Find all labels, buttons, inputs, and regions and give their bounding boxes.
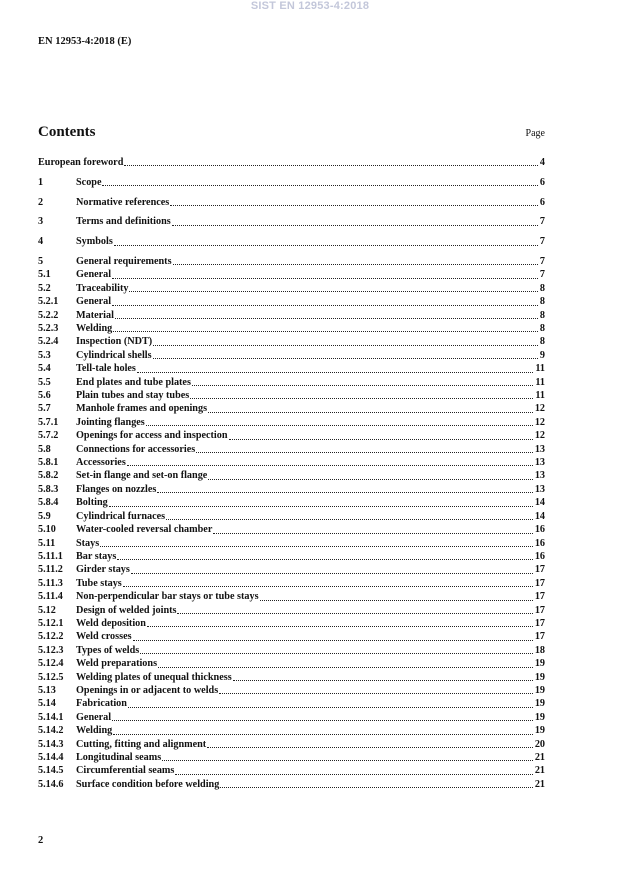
toc-entry-title: Circumferential seams [76,765,175,777]
toc-entry-page: 12 [534,416,545,428]
toc-entry-number: 5 [38,255,44,267]
toc-entry-page: 18 [534,644,545,656]
dot-leader [177,613,532,614]
toc-entry[interactable] [38,282,545,295]
dot-leader [173,264,538,265]
toc-entry[interactable] [38,496,545,509]
toc-entry-title: Cutting, fitting and alignment [76,738,207,750]
toc-entry-number: 5.11.4 [38,591,63,603]
toc-entry-page: 8 [539,282,545,294]
toc-entry-title: Symbols [76,236,113,248]
toc-entry[interactable] [38,215,545,228]
dot-leader [157,492,532,493]
dot-leader [112,720,533,721]
toc-entry-title: Bolting [76,497,108,509]
toc-entry[interactable] [38,738,545,751]
toc-entry-title: Welding plates of unequal thickness [76,671,232,683]
toc-entry[interactable] [38,671,545,684]
toc-entry-page: 17 [534,617,545,629]
toc-entry[interactable] [38,389,545,402]
toc-entry-number: 3 [38,216,44,228]
toc-entry-page: 13 [534,470,545,482]
toc-entry-page: 7 [539,255,545,267]
dot-leader [229,439,533,440]
toc-entry-page: 21 [534,778,545,790]
toc-entry-number: 5.7.2 [38,430,59,442]
toc-entry-number: 5.13 [38,684,56,696]
dot-leader [207,747,533,748]
toc-entry-number: 5.1 [38,269,51,281]
toc-entry-number: 5.6 [38,390,51,402]
toc-entry-title: Welding [76,323,113,335]
dot-leader [112,278,538,279]
toc-entry-page: 16 [534,524,545,536]
toc-entry-title: Inspection (NDT) [76,336,153,348]
toc-entry-page: 7 [539,269,545,281]
toc-entry[interactable] [38,255,545,268]
dot-leader [158,667,533,668]
toc-entry-title: Fabrication [76,698,127,710]
toc-entry-page: 11 [535,363,545,375]
toc-entry-page: 20 [534,738,545,750]
toc-entry[interactable] [38,235,545,248]
toc-entry-number: 5.4 [38,363,51,375]
toc-entry-page: 19 [534,711,545,723]
toc-entry[interactable] [38,483,545,496]
toc-entry[interactable] [38,764,545,777]
toc-entry-number: 5.14 [38,698,56,710]
toc-entry-number: 5.11.3 [38,577,63,589]
toc-entry-title: Scope [76,176,102,188]
toc-entry-number: 5.10 [38,524,56,536]
dot-leader [233,680,533,681]
toc-entry-title: Material [76,309,114,321]
dot-leader [100,546,533,547]
toc-entry-page: 17 [534,604,545,616]
toc-entry-title: Tube stays [76,577,122,589]
toc-entry-page: 16 [534,550,545,562]
toc-entry-page: 14 [534,510,545,522]
toc-entry[interactable] [38,322,545,335]
toc-entry-number: 5.14.6 [38,778,64,790]
dot-leader [208,412,533,413]
toc-entry[interactable] [38,402,545,415]
toc-entry-page: 19 [534,658,545,670]
toc-entry-title: Tell-tale holes [76,363,136,375]
toc-entry-number: 5.8.1 [38,457,59,469]
toc-entry[interactable] [38,196,545,209]
dot-leader [196,452,533,453]
dot-leader [147,626,533,627]
toc-entry-page: 12 [534,430,545,442]
dot-leader [117,559,533,560]
toc-entry-number: 5.7 [38,403,51,415]
toc-entry-title: Flanges on nozzles [76,483,157,495]
toc-entry-page: 13 [534,483,545,495]
toc-entry[interactable] [38,416,545,429]
toc-entry[interactable] [38,349,545,362]
toc-entry[interactable] [38,469,545,482]
toc-entry-number: 5.2.2 [38,309,59,321]
toc-entry-title: Design of welded joints [76,604,177,616]
toc-entry-title: Cylindrical shells [76,349,152,361]
dot-leader [113,331,538,332]
dot-leader [219,693,533,694]
toc-entry[interactable] [38,778,545,791]
toc-entry-page: 4 [539,157,545,168]
dot-leader [153,345,538,346]
page-column-label: Page [525,128,545,139]
dot-leader [208,479,533,480]
toc-entry-number: 5.8.2 [38,470,59,482]
toc-entry-number: 5.12.3 [38,644,64,656]
toc-entry-title: Traceability [76,282,129,294]
toc-entry-number: 5.12 [38,604,56,616]
toc-entry-title: Welding [76,725,113,737]
toc-entry-page: 17 [534,631,545,643]
dot-leader [124,165,538,166]
toc-entry-title: Weld deposition [76,617,146,629]
dot-leader [260,600,533,601]
toc-entry-title: Weld preparations [76,658,158,670]
document-identifier: EN 12953-4:2018 (E) [38,36,132,47]
toc-entry-page: 19 [534,725,545,737]
watermark-text: SIST EN 12953-4:2018 [250,0,370,12]
toc-entry-number: 5.14.1 [38,711,64,723]
toc-entry-page: 13 [534,457,545,469]
dot-leader [129,291,537,292]
toc-entry-title: General [76,269,112,281]
dot-leader [133,640,533,641]
toc-entry[interactable] [38,176,545,189]
toc-entry-number: 5.2.4 [38,336,59,348]
toc-entry[interactable] [38,657,545,670]
toc-entry[interactable] [38,295,545,308]
toc-entry-title: Openings for access and inspection [76,430,228,442]
toc-entry-number: 5.8.3 [38,483,59,495]
toc-entry-number: 5.2 [38,282,51,294]
toc-entry-number: 5.3 [38,349,51,361]
toc-entry[interactable] [38,537,545,550]
dot-leader [131,573,533,574]
toc-entry-title: Normative references [76,196,170,208]
toc-entry-number: 5.11.2 [38,564,63,576]
toc-entry[interactable] [38,751,545,764]
toc-entry[interactable] [38,563,545,576]
toc-entry-number: 5.9 [38,510,51,522]
toc-entry-number: 5.2.3 [38,323,59,335]
dot-leader [109,506,533,507]
toc-entry[interactable] [38,523,545,536]
dot-leader [153,358,538,359]
toc-entry[interactable] [38,376,545,389]
toc-entry[interactable] [38,309,545,322]
toc-entry-page: 13 [534,443,545,455]
toc-entry-number: 5.8 [38,443,51,455]
toc-entry-number: 4 [38,236,44,248]
toc-entry[interactable] [38,362,545,375]
dot-leader [175,774,532,775]
toc-entry-page: 16 [534,537,545,549]
dot-leader [113,734,533,735]
table-of-contents [38,156,545,791]
toc-entry[interactable] [38,268,545,281]
toc-entry-number: 5.2.1 [38,296,59,308]
dot-leader [127,465,533,466]
toc-entry[interactable] [38,429,545,442]
toc-entry-title: Non-perpendicular bar stays or tube stays [76,591,259,603]
toc-entry[interactable] [38,604,545,617]
toc-entry-page: 19 [534,684,545,696]
toc-entry-title: Water-cooled reversal chamber [76,524,213,536]
contents-heading: Contents [38,124,96,140]
toc-entry-page: 19 [534,698,545,710]
toc-entry[interactable] [38,697,545,710]
toc-entry-title: European foreword [38,157,124,168]
toc-entry-page: 11 [535,390,545,402]
toc-entry[interactable] [38,510,545,523]
toc-entry-title: Jointing flanges [76,416,145,428]
toc-entry-title: End plates and tube plates [76,376,191,388]
toc-entry-page: 17 [534,591,545,603]
toc-entry-number: 5.14.4 [38,752,64,764]
toc-entry-page: 7 [539,236,545,248]
dot-leader [146,425,533,426]
dot-leader [123,586,533,587]
toc-entry-title: Connections for accessories [76,443,196,455]
toc-entry[interactable] [38,577,545,590]
toc-entry[interactable] [38,711,545,724]
toc-entry-page: 14 [534,497,545,509]
dot-leader [112,305,538,306]
toc-entry-title: Longitudinal seams [76,752,162,764]
toc-entry-number: 2 [38,196,44,208]
toc-entry-title: Manhole frames and openings [76,403,208,415]
toc-entry[interactable] [38,630,545,643]
toc-entry-title: Cylindrical furnaces [76,510,166,522]
dot-leader [213,533,532,534]
toc-entry-number: 5.11.1 [38,550,63,562]
toc-entry-number: 5.7.1 [38,416,59,428]
toc-entry-title: Set-in flange and set-on flange [76,470,208,482]
toc-entry-page: 8 [539,309,545,321]
toc-entry[interactable] [38,590,545,603]
toc-entry-page: 7 [539,216,545,228]
toc-entry-page: 12 [534,403,545,415]
toc-entry-title: Weld crosses [76,631,132,643]
toc-entry-number: 5.12.4 [38,658,64,670]
dot-leader [172,225,538,226]
dot-leader [192,385,533,386]
toc-entry-number: 5.14.2 [38,725,64,737]
toc-entry-number: 5.11 [38,537,56,549]
toc-entry-page: 21 [534,765,545,777]
toc-entry-title: Terms and definitions [76,216,171,228]
toc-entry[interactable] [38,684,545,697]
toc-entry-page: 9 [539,349,545,361]
toc-entry-title: Accessories [76,457,126,469]
toc-entry-page: 8 [539,296,545,308]
toc-entry-number: 1 [38,176,44,188]
toc-entry-page: 6 [539,196,545,208]
toc-entry-page: 17 [534,564,545,576]
toc-entry-title: General [76,711,112,723]
dot-leader [102,185,537,186]
toc-entry-page: 21 [534,752,545,764]
toc-entry-number: 5.14.5 [38,765,64,777]
toc-entry-page: 8 [539,323,545,335]
toc-entry-number: 5.5 [38,376,51,388]
toc-entry-number: 5.12.2 [38,631,64,643]
toc-entry-number: 5.12.5 [38,671,64,683]
toc-entry-page: 11 [535,376,545,388]
dot-leader [220,787,533,788]
dot-leader [115,318,538,319]
toc-entry[interactable] [38,156,545,169]
toc-entry-title: Openings in or adjacent to welds [76,684,219,696]
toc-entry-page: 17 [534,577,545,589]
toc-entry-title: Girder stays [76,564,130,576]
dot-leader [140,653,533,654]
toc-entry[interactable] [38,550,545,563]
toc-entry[interactable] [38,443,545,456]
dot-leader [170,205,538,206]
toc-entry-title: General [76,296,112,308]
dot-leader [128,707,533,708]
toc-entry-number: 5.8.4 [38,497,59,509]
toc-entry[interactable] [38,617,545,630]
footer-page-number: 2 [38,835,44,846]
toc-entry-page: 8 [539,336,545,348]
dot-leader [162,760,533,761]
toc-entry-title: Types of welds [76,644,140,656]
dot-leader [137,372,533,373]
toc-entry-page: 6 [539,176,545,188]
toc-entry[interactable] [38,335,545,348]
toc-entry[interactable] [38,456,545,469]
dot-leader [166,519,533,520]
toc-entry-number: 5.12.1 [38,617,64,629]
toc-entry[interactable] [38,724,545,737]
dot-leader [190,398,533,399]
toc-entry[interactable] [38,644,545,657]
toc-entry-title: Bar stays [76,550,117,562]
toc-entry-title: Plain tubes and stay tubes [76,390,190,402]
dot-leader [114,245,538,246]
toc-entry-number: 5.14.3 [38,738,64,750]
toc-entry-title: Surface condition before welding [76,778,220,790]
toc-entry-title: General requirements [76,255,172,267]
toc-entry-page: 19 [534,671,545,683]
toc-entry-title: Stays [76,537,100,549]
